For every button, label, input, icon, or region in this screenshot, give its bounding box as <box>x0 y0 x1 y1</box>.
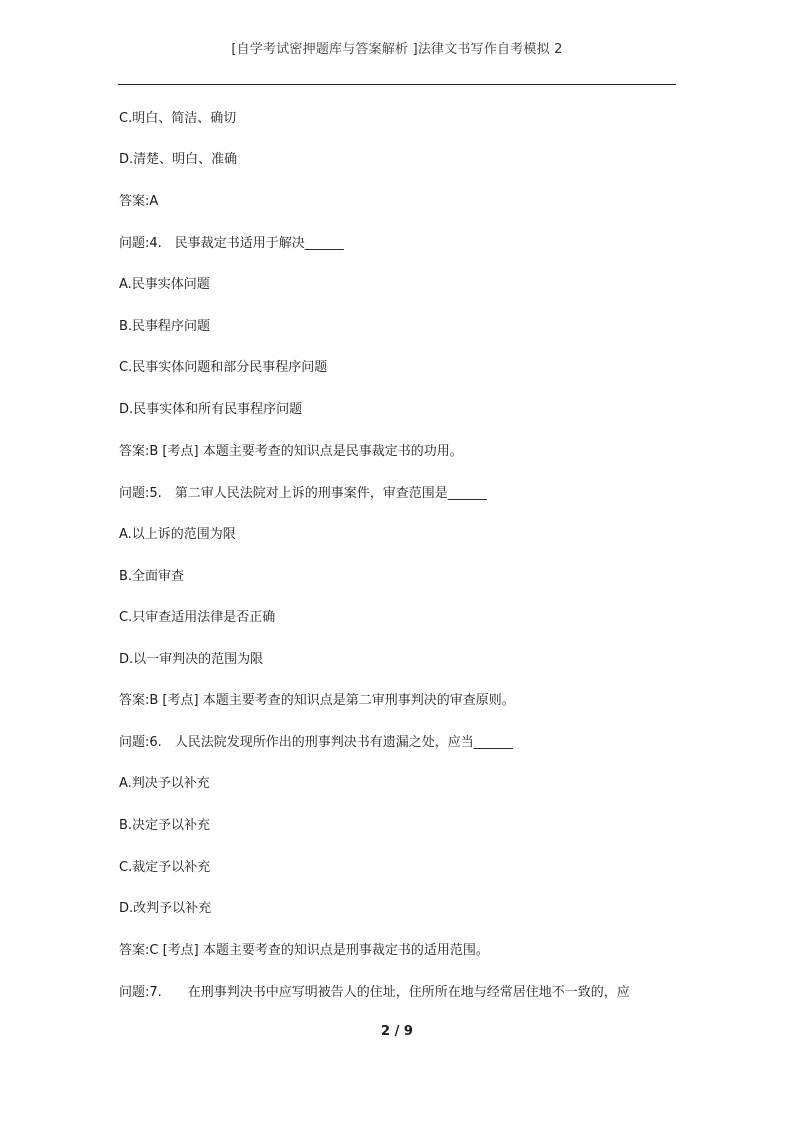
option-6c: C.裁定予以补充 <box>119 860 211 875</box>
option-5c: C.只审查适用法律是否正确 <box>119 610 276 625</box>
option-6a: A.判决予以补充 <box>119 776 210 791</box>
question-7: 问题:7. 在刑事判决书中应写明被告人的住址，住所所在地与经常居住地不一致的，应 <box>119 985 630 1000</box>
option-6b: B.决定予以补充 <box>119 818 211 833</box>
answer-6: 答案:C [考点] 本题主要考查的知识点是刑事裁定书的适用范围。 <box>119 943 489 958</box>
option-4c: C.民事实体问题和部分民事程序问题 <box>119 360 328 375</box>
option-3c: C.明白、简洁、确切 <box>119 111 237 126</box>
question-4: 问题:4. 民事裁定书适用于解决______ <box>119 236 344 251</box>
option-4d: D.民事实体和所有民事程序问题 <box>119 402 303 417</box>
question-6: 问题:6. 人民法院发现所作出的刑事判决书有遗漏之处，应当______ <box>119 735 513 750</box>
answer-5: 答案:B [考点] 本题主要考查的知识点是第二审刑事判决的审查原则。 <box>119 693 515 708</box>
option-5b: B.全面审查 <box>119 569 185 584</box>
option-3d: D.清楚、明白、准确 <box>119 152 238 167</box>
option-4b: B.民事程序问题 <box>119 319 211 334</box>
option-5a: A.以上诉的范围为限 <box>119 527 236 542</box>
page-header-title: [自学考试密押题库与答案解析 ]法律文书写作自考模拟 2 <box>231 42 563 57</box>
question-5: 问题:5. 第二审人民法院对上诉的刑事案件，审查范围是______ <box>119 486 487 501</box>
page-number: 2 / 9 <box>381 1024 413 1039</box>
option-6d: D.改判予以补充 <box>119 901 212 916</box>
option-4a: A.民事实体问题 <box>119 277 210 292</box>
answer-4: 答案:B [考点] 本题主要考查的知识点是民事裁定书的功用。 <box>119 444 463 459</box>
header-divider <box>118 84 676 85</box>
answer-3: 答案:A <box>119 194 159 209</box>
option-5d: D.以一审判决的范围为限 <box>119 652 264 667</box>
